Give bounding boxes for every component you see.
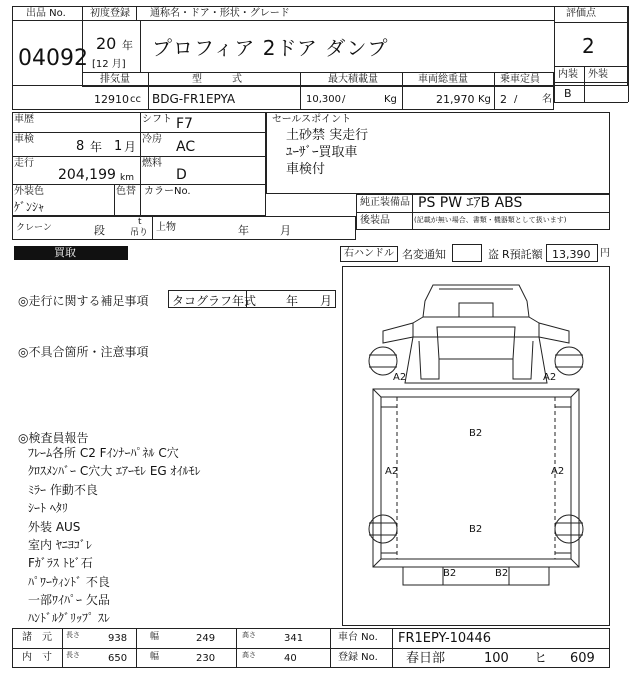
fuel-label: 燃料	[142, 158, 162, 169]
displacement-label: 排気量	[100, 74, 130, 85]
tachograph-year-unit: 年	[286, 294, 299, 308]
inspector-line: 外装 AUS	[28, 520, 81, 534]
damage-mark: B2	[495, 568, 509, 579]
crane-hang-label: 吊り	[130, 228, 149, 238]
crane-row	[12, 216, 356, 240]
crane-t-label: t	[138, 217, 142, 227]
damage-mark: A2	[385, 466, 399, 477]
inspection-year: 8	[76, 139, 85, 154]
inspector-line: Fｶﾞﾗｽ ﾄﾋﾞ石	[28, 556, 93, 570]
name-change-label: 名変通知	[402, 248, 446, 261]
damage-diagram	[342, 266, 610, 626]
defects-label: ◎不具合箇所・注意事項	[18, 345, 149, 359]
mileage: 204,199	[58, 167, 116, 183]
shift-label: シフト	[142, 114, 172, 125]
inner-height: 40	[284, 653, 297, 664]
inspection-year-unit: 年	[90, 140, 103, 154]
crane-unit: 段	[94, 224, 105, 237]
displacement-unit: cc	[130, 94, 141, 105]
sales-point-line: 土砂禁 実走行	[286, 128, 369, 143]
inspector-line: ﾌﾚｰﾑ各所 C2 Fｲﾝﾅｰﾊﾟﾈﾙ C穴	[28, 446, 179, 460]
name-change-box	[452, 244, 482, 262]
inner-dim-label: 内 寸	[22, 652, 52, 663]
damage-mark: B2	[443, 568, 457, 579]
max-load-unit: Kg	[384, 94, 397, 105]
sales-point-line: 車検付	[286, 162, 326, 177]
plate-kana: ヒ	[534, 651, 548, 666]
equipment-label: 純正装備品	[360, 197, 410, 208]
mileage-unit: km	[120, 173, 134, 183]
theft-label: 盗	[488, 248, 499, 261]
grade-value: 2	[582, 34, 595, 58]
damage-mark: B2	[469, 524, 483, 535]
inner-width: 230	[196, 653, 216, 664]
crane-label: クレーン	[16, 223, 52, 233]
ac: AC	[176, 139, 196, 155]
shift: F7	[176, 116, 193, 132]
inspector-line: ｸﾛｽﾒﾝﾊﾞｰ C穴大 ｴｱｰﾓﾚ EG ｵｲﾙﾓﾚ	[28, 464, 201, 478]
tonnage-month-unit: 月	[280, 224, 291, 237]
damage-mark: A2	[543, 372, 557, 383]
gvw-unit: Kg	[478, 94, 491, 105]
color: ｹﾞﾝｼｬ	[14, 200, 45, 214]
color-label: 外装色	[14, 186, 44, 197]
length-label: 長さ	[66, 631, 80, 639]
car-name: プロフィア 2ドア ダンプ	[152, 36, 389, 60]
sales-point-line: ﾕｰｻﾞｰ買取車	[286, 145, 358, 160]
reg-month: [12 月]	[92, 59, 126, 70]
width-label: 幅	[150, 652, 160, 662]
spec-width: 249	[196, 633, 216, 644]
recycle-label: R預託額	[502, 248, 543, 261]
damage-mark: A2	[551, 466, 565, 477]
length-label: 長さ	[66, 651, 80, 659]
spec-height: 341	[284, 633, 304, 644]
lot-no: 04092	[18, 46, 88, 71]
details-frame	[12, 112, 266, 216]
equipment-value: PS PW ｴｱB ABS	[418, 195, 523, 211]
capacity-sep: /	[514, 94, 518, 105]
capacity: 2	[500, 93, 507, 106]
inspector-line: ﾊﾝﾄﾞﾙｸﾞﾘｯﾌﾟ ｽﾚ	[28, 611, 110, 625]
inspector-line: ｼｰﾄ ﾍﾀﾘ	[28, 501, 68, 515]
inspector-label: ◎検査員報告	[18, 431, 89, 445]
fuel: D	[176, 167, 187, 183]
gvw: 21,970	[436, 93, 475, 106]
inner-length: 650	[108, 653, 128, 664]
recycle-value: 13,390	[552, 248, 591, 261]
car-name-label: 通称名・ドア・形状・グレード	[150, 8, 290, 19]
inspector-line: ﾊﾟﾜｰｳｨﾝﾄﾞ 不良	[28, 575, 110, 589]
inspection-month: 1	[114, 139, 123, 154]
exterior-label: 外装	[588, 69, 608, 80]
lot-no-label: 出品 No.	[26, 8, 66, 19]
spec-dim-label: 諸 元	[22, 632, 52, 643]
tachograph-label: タコグラフ年式	[172, 294, 257, 308]
capacity-label: 乗車定員	[500, 74, 540, 85]
recycle-unit: 円	[600, 248, 610, 259]
plate-label: 登録 No.	[338, 652, 378, 663]
grade-label: 評価点	[566, 8, 596, 19]
reg-year-unit: 年	[122, 39, 133, 52]
displacement: 12910	[94, 93, 129, 106]
max-load-label: 最大積載量	[328, 74, 378, 85]
reg-year: 20	[96, 34, 117, 53]
inspector-line: ﾐﾗｰ 作動不良	[28, 483, 98, 497]
interior-grade: B	[564, 87, 572, 100]
ac-label: 冷房	[142, 134, 162, 145]
width-label: 幅	[150, 632, 160, 642]
model-label: 型 式	[192, 74, 242, 85]
height-label: 高さ	[242, 651, 256, 659]
interior-label: 内装	[558, 69, 578, 80]
height-label: 高さ	[242, 631, 256, 639]
damage-mark: B2	[469, 428, 483, 439]
inspection-month-unit: 月	[124, 140, 137, 154]
plate-class: 100	[484, 651, 509, 666]
aftermarket-label: 後装品	[360, 215, 390, 226]
chassis-no: FR1EPY-10446	[398, 631, 491, 646]
history-label: 車歴	[14, 114, 34, 125]
driving-notes-label: ◎走行に関する補足事項	[18, 294, 149, 308]
inspector-line: 一部ﾜｲﾊﾟｰ 欠品	[28, 593, 110, 607]
model-code: BDG-FR1EPYA	[152, 92, 236, 106]
first-reg-label: 初度登録	[90, 8, 130, 19]
purchase-label: 買取	[54, 246, 76, 259]
color-change-label: 色替	[116, 186, 136, 197]
sales-points-label: セールスポイント	[272, 114, 352, 125]
plate-number: 609	[570, 651, 595, 666]
truck-outline-svg	[343, 267, 609, 625]
tonnage-year-unit: 年	[238, 224, 249, 237]
spec-length: 938	[108, 633, 128, 644]
purchase-badge	[14, 246, 128, 260]
gvw-label: 車両総重量	[418, 74, 468, 85]
max-load: 10,300	[306, 94, 341, 105]
capacity-unit: 名	[542, 94, 552, 105]
mileage-label: 走行	[14, 158, 34, 169]
inspection-label: 車検	[14, 134, 34, 145]
tonnage-label: 上物	[156, 222, 176, 233]
plate-region: 春日部	[406, 651, 446, 666]
tachograph-month-unit: 月	[320, 294, 333, 308]
aftermarket-note: (記載が無い場合、書類・機器類として扱います)	[414, 216, 567, 224]
inspector-line: 室内 ﾔﾆﾖｺﾞﾚ	[28, 538, 92, 552]
max-load-sep: /	[342, 94, 346, 105]
color-code-label: カラーNo.	[144, 186, 191, 197]
chassis-label: 車台 No.	[338, 632, 378, 643]
damage-mark: A2	[393, 372, 407, 383]
steering: 右ハンドル	[344, 248, 394, 259]
